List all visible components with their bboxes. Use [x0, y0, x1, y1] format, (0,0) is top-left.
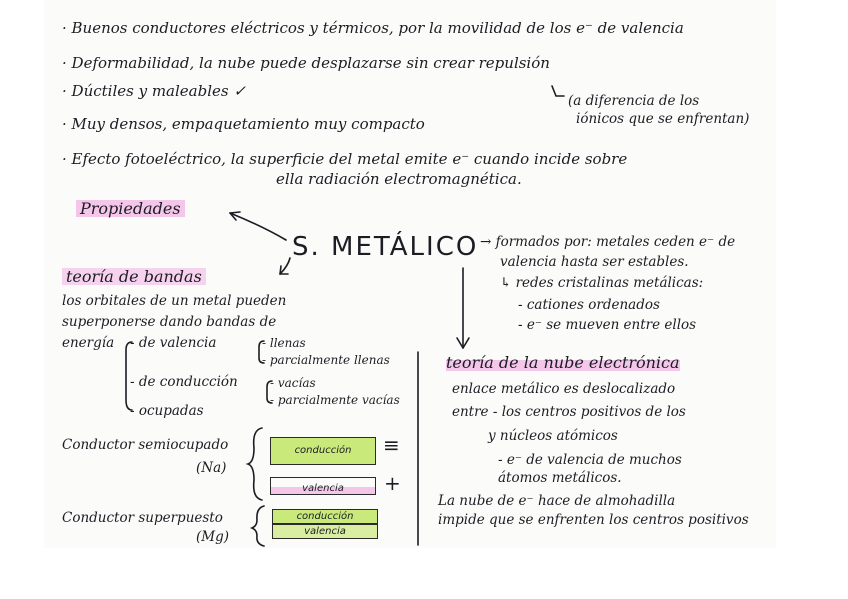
bullet-ductiles: · Dúctiles y maleables ✓ [62, 82, 246, 100]
semi-symbol-plus: + [384, 471, 401, 495]
nube-line1: enlace metálico es deslocalizado [452, 381, 676, 397]
semi-label: Conductor semiocupado [62, 437, 229, 453]
bandas-valencia: - de valencia [130, 335, 217, 351]
super-element: (Mg) [196, 529, 229, 545]
propiedades-label: Propiedades [76, 200, 185, 217]
bullet-fotoelectrico: · Efecto fotoeléctrico, la superficie del metal emite e⁻ cuando incide sobre [62, 150, 628, 168]
bandas-line3: energía [62, 335, 115, 351]
brace-superpuesto [252, 506, 264, 546]
page-title: S. METÁLICO [292, 232, 479, 262]
formados-line1: → formados por: metales ceden e⁻ de [480, 234, 736, 250]
bracket-conduccion [267, 381, 272, 403]
bracket-valencia [259, 341, 264, 363]
note-hook-arrow [552, 86, 564, 96]
nube-line6: La nube de e⁻ hace de almohadilla [438, 493, 676, 509]
bullet-conductores: · Buenos conductores eléctricos y térmicos, por la movilidad de los e⁻ de valencia [62, 19, 684, 37]
nube-line7: impide que se enfrenten los centros positivos [438, 512, 749, 528]
bandas-conduccion: - de conducción [130, 374, 238, 390]
nube-line5: átomos metálicos. [498, 470, 622, 486]
bandas-line1: los orbitales de un metal pueden [62, 293, 287, 309]
bracket-energia [126, 342, 132, 410]
formados-line2: valencia hasta ser estables. [500, 254, 689, 270]
nube-line4: - e⁻ de valencia de muchos [498, 452, 682, 468]
formados-line5: - e⁻ se mueven entre ellos [518, 317, 697, 333]
semi-symbol-equiv: ≡ [383, 433, 400, 457]
bandas-vacias: - vacías [270, 376, 316, 390]
arrow-to-propiedades [230, 213, 286, 240]
bullet-deformabilidad: · Deformabilidad, la nube puede desplazarse sin crear repulsión [62, 54, 550, 72]
semi-element: (Na) [196, 460, 227, 476]
bandas-llenas: - llenas [262, 336, 306, 350]
brace-semiocupado [248, 428, 262, 500]
note-ionicos-1: (a diferencia de los [568, 93, 700, 109]
bandas-ocupadas: - ocupadas [130, 403, 204, 419]
note-ionicos-2: iónicos que se enfrentan) [576, 111, 750, 127]
super-band-valencia: valencia [272, 524, 378, 539]
bullet-fotoelectrico-cont: ella radiación electromagnética. [276, 170, 522, 188]
bullet-densos: · Muy densos, empaquetamiento muy compacto [62, 115, 425, 133]
super-label: Conductor superpuesto [62, 510, 223, 526]
formados-line3: ↳ redes cristalinas metálicas: [500, 275, 704, 291]
super-band-conduccion: conducción [272, 509, 378, 524]
semi-band-valencia: valencia [270, 477, 376, 495]
bandas-parcial-vacias: - parcialmente vacías [270, 393, 400, 407]
nube-line3: y núcleos atómicos [488, 428, 618, 444]
bandas-parcial-llenas: - parcialmente llenas [262, 353, 390, 367]
formados-line4: - cationes ordenados [518, 297, 660, 313]
semi-band-conduccion: conducción [270, 437, 376, 465]
bandas-heading: teoría de bandas [62, 268, 206, 285]
bandas-line2: superponerse dando bandas de [62, 314, 277, 330]
nube-line2: entre - los centros positivos de los [452, 404, 686, 420]
nube-heading: teoría de la nube electrónica [446, 353, 680, 372]
